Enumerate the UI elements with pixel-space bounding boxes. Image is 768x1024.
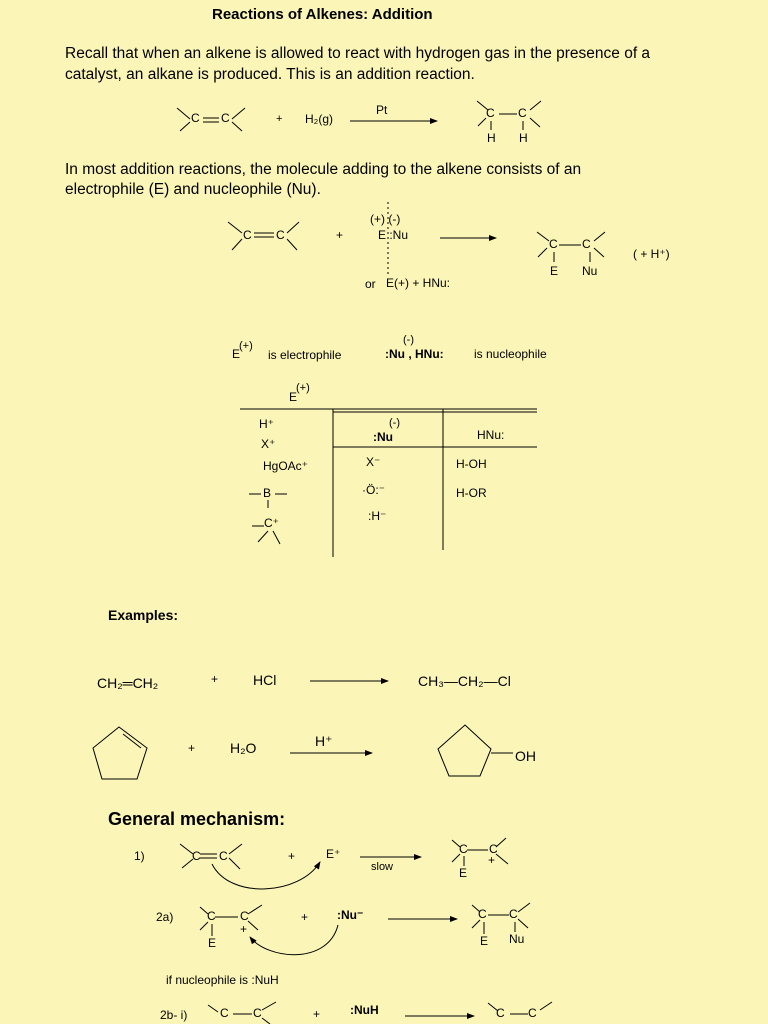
- table-header-hnu: HNu:: [477, 428, 505, 442]
- examples-heading: Examples:: [108, 607, 179, 623]
- ex1-reagent: HCl: [253, 672, 277, 688]
- table-e-item: C⁺: [264, 516, 279, 530]
- mech1-c-right: C: [219, 849, 228, 863]
- ex2-cyclopentene: [93, 727, 147, 779]
- ex1-reactant: CH₂═CH₂: [97, 675, 159, 691]
- mech2b-label: 2b- i): [160, 1008, 188, 1022]
- para2-line-1: In most addition reactions, the molecule adding to the alkene consists of an: [65, 161, 582, 178]
- mech1-prod-e: E: [459, 866, 468, 880]
- rxn2-c-left: C: [243, 228, 252, 242]
- table-header-nu: :Nu: [373, 430, 393, 444]
- ex2-reagent: H₂O: [230, 740, 257, 756]
- rxn2-c-right: C: [276, 228, 285, 242]
- ex1-plus: +: [211, 672, 219, 686]
- table-e-item: B: [263, 486, 272, 500]
- mech1-c-left: C: [192, 849, 201, 863]
- table-nu-item: X⁻: [366, 455, 381, 469]
- rxn1-prod-c-left: C: [486, 106, 495, 120]
- rxn1-c-right: C: [221, 111, 230, 125]
- mech2a-curved-arrow: [250, 925, 338, 955]
- ex2-plus: +: [188, 741, 196, 755]
- mech2a-prod-nu: Nu: [509, 932, 525, 946]
- mech2a-c-right: C: [240, 909, 249, 923]
- table-hnu-item: H-OR: [456, 486, 487, 500]
- def-e-symbol: E: [232, 347, 241, 361]
- mech2a-prod-e: E: [480, 934, 489, 948]
- mech2b-plus: +: [313, 1007, 321, 1021]
- mech2b-prod-c-right: C: [528, 1006, 537, 1020]
- rxn1-prod-h-right: H: [519, 131, 528, 145]
- intro-line-1: Recall that when an alkene is allowed to react with hydrogen gas in the presence of a: [65, 45, 651, 62]
- mech1-reagent: E⁺: [326, 847, 341, 861]
- rxn1-prod-h-left: H: [487, 131, 496, 145]
- table-e-item: X⁺: [261, 437, 276, 451]
- rxn2-reagent: E :Nu: [378, 228, 409, 242]
- rxn2-product: [537, 232, 605, 262]
- para2-line-2: electrophile (E) and nucleophile (Nu).: [65, 181, 321, 198]
- mech1-rate: slow: [371, 861, 394, 873]
- rxn1-prod-c-right: C: [518, 106, 527, 120]
- rxn2-or: or: [365, 277, 376, 291]
- mech2b-c-left: C: [220, 1006, 229, 1020]
- mech2b-reagent: :NuH: [350, 1003, 379, 1017]
- def-nu-charge: (-): [403, 334, 414, 346]
- mechanism-heading: General mechanism:: [108, 809, 286, 829]
- rxn2-prod-c-right: C: [582, 237, 591, 251]
- ex2-product-oh: OH: [515, 748, 536, 764]
- table-e-item: H⁺: [259, 417, 274, 431]
- table-nu-item: ·Ö:⁻: [362, 483, 385, 497]
- mech1-label: 1): [134, 849, 145, 863]
- rxn2-proton: ( + H⁺): [633, 247, 670, 261]
- rxn2-charges: (+) (-): [370, 212, 401, 226]
- ex2-cyclopentanol: [438, 725, 513, 776]
- rxn1-reagent: H₂(g): [305, 112, 333, 126]
- rxn2-plus: +: [336, 228, 344, 242]
- rxn2-alt: E(+) + HNu:: [386, 276, 451, 290]
- mech2a-label: 2a): [156, 910, 174, 924]
- table-nu-item: :H⁻: [368, 509, 387, 523]
- mech2a-reagent: :Nu⁻: [337, 908, 364, 922]
- rxn1-c-left: C: [191, 111, 200, 125]
- mech2a-prod-c-left: C: [478, 907, 487, 921]
- mech1-prod-plus: +: [488, 853, 496, 867]
- mech1-plus: +: [288, 849, 296, 863]
- def-e-charge: (+): [239, 340, 253, 352]
- table-header-e-charge: (+): [296, 382, 310, 394]
- table-header-nu-charge: (-): [389, 417, 400, 429]
- mech2a-prod-c-right: C: [509, 907, 518, 921]
- rxn2-prod-c-left: C: [549, 237, 558, 251]
- page-title: Reactions of Alkenes: Addition: [212, 6, 433, 23]
- mech2a-cation-plus: +: [240, 922, 248, 936]
- rxn1-plus: +: [276, 113, 283, 125]
- mech2a-plus: +: [301, 910, 309, 924]
- def-nu-text: :Nu , HNu:: [385, 347, 444, 361]
- mech2a-c-left: C: [207, 909, 216, 923]
- mech2b-cation: [208, 1002, 276, 1024]
- mech1-prod-c-left: C: [459, 842, 468, 856]
- mech1-curved-arrow: [212, 862, 320, 889]
- table-e-item: HgOAc⁺: [263, 459, 309, 473]
- mech2b-prod-c-left: C: [496, 1006, 505, 1020]
- mech1-prod-c-right: C: [489, 842, 498, 856]
- mech2b-c-right: C: [253, 1006, 262, 1020]
- rxn1-catalyst: Pt: [376, 103, 388, 117]
- ex1-product: CH₃—CH₂—Cl: [418, 673, 511, 689]
- rxn2-prod-nu: Nu: [582, 264, 598, 278]
- ex2-catalyst: H⁺: [315, 733, 333, 749]
- table-hnu-item: H-OH: [456, 457, 487, 471]
- rxn2-alkene: [228, 222, 299, 250]
- intro-line-2: catalyst, an alkane is produced. This is an addition reaction.: [65, 66, 475, 83]
- def-e-text: is electrophile: [268, 348, 342, 362]
- mech2a-e: E: [208, 936, 217, 950]
- rxn2-prod-e: E: [550, 264, 559, 278]
- def-nu-desc: is nucleophile: [474, 347, 547, 361]
- mech-note: if nucleophile is :NuH: [166, 973, 279, 987]
- mech1-alkene: [180, 844, 242, 869]
- rxn1-alkene: [177, 108, 245, 131]
- table-header-e: E: [289, 390, 298, 404]
